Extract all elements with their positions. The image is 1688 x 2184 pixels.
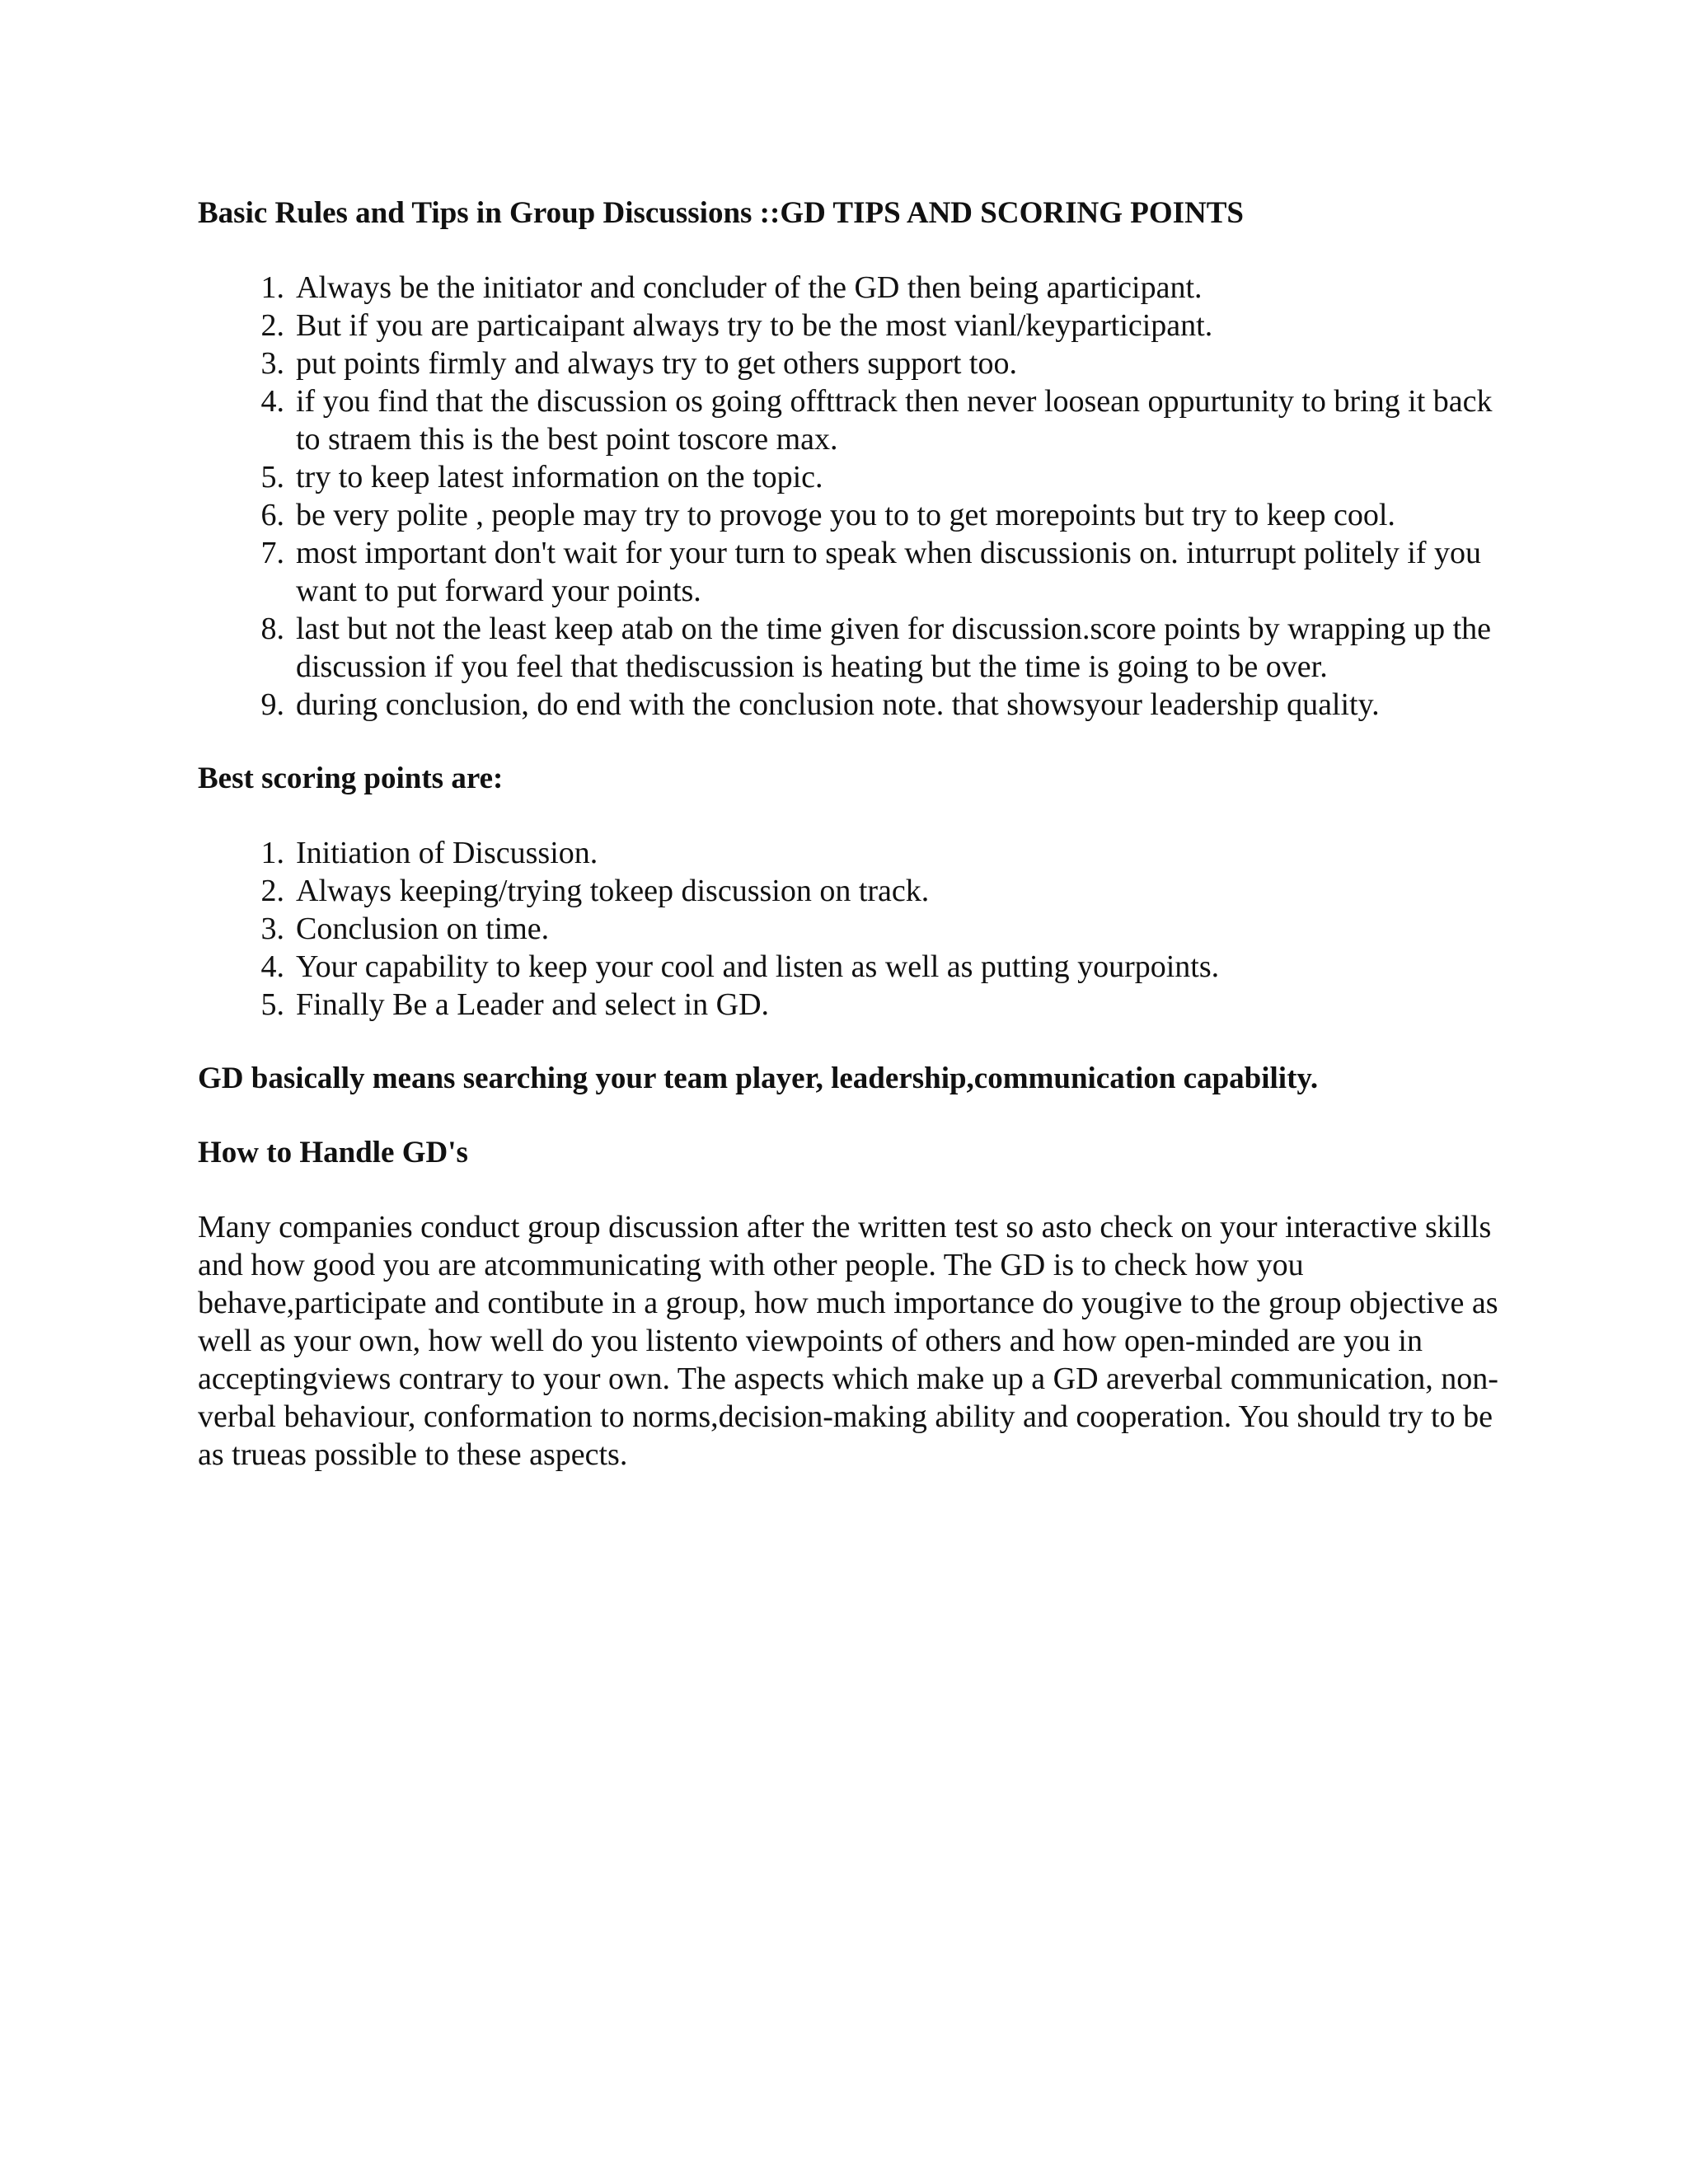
- how-to-handle-heading: How to Handle GD's: [198, 1136, 468, 1169]
- list-number: 3.: [260, 912, 284, 946]
- list-number: 5.: [260, 460, 284, 494]
- document-page: [198, 194, 1517, 1474]
- list-item: [198, 307, 1517, 344]
- list-text: Always keeping/trying tokeep discussion on track.: [296, 874, 930, 908]
- list-text: put points firmly and always try to get others support too.: [296, 346, 1017, 381]
- rules-list: [198, 269, 1517, 724]
- list-item: [198, 986, 1517, 1024]
- list-number: 2.: [260, 874, 284, 908]
- list-number: 8.: [260, 612, 284, 646]
- gd-meaning-heading: GD basically means searching your team player, leadership,communication capability.: [198, 1062, 1319, 1095]
- list-text: most important don't wait for your turn to speak when discussionis on. inturrupt politely if you want to put forward your points.: [296, 536, 1482, 608]
- list-item: [198, 344, 1517, 382]
- list-text: try to keep latest information on the topic.: [296, 460, 823, 494]
- list-text: be very polite , people may try to provoge you to to get morepoints but try to keep cool.: [296, 498, 1395, 532]
- list-item: [198, 834, 1517, 872]
- list-item: [198, 269, 1517, 307]
- list-text: Initiation of Discussion.: [296, 836, 598, 870]
- list-text: Always be the initiator and concluder of the GD then being aparticipant.: [296, 270, 1203, 305]
- list-item: [198, 610, 1517, 686]
- list-number: 3.: [260, 346, 284, 381]
- list-item: [198, 872, 1517, 910]
- list-item: [198, 948, 1517, 986]
- best-points-list: [198, 834, 1517, 1024]
- page-title: Basic Rules and Tips in Group Discussions ::GD TIPS AND SCORING POINTS: [198, 196, 1244, 230]
- list-number: 2.: [260, 308, 284, 343]
- list-text: if you find that the discussion os going offttrack then never loosean oppurtunity to bring it back to straem this is the best point toscore max.: [296, 384, 1493, 457]
- list-text: Finally Be a Leader and select in GD.: [296, 987, 770, 1022]
- list-text: last but not the least keep atab on the time given for discussion.score points by wrapping up the discussion if you feel that thediscussion is heating but the time is going to be over.: [296, 612, 1492, 684]
- list-item: [198, 458, 1517, 496]
- list-text: But if you are particaipant always try to be the most vianl/keyparticipant.: [296, 308, 1213, 343]
- list-item: [198, 910, 1517, 948]
- list-number: 5.: [260, 987, 284, 1022]
- list-number: 4.: [260, 949, 284, 984]
- how-to-handle-paragraph: Many companies conduct group discussion after the written test so asto check on your interactive skills and how good you are atcommunicating with other people. The GD is to check how you behave,participate and contibute in a group, how much importance do yougive to the group objective as well as your own, how well do you listento viewpoints of others and how open-minded are you in acceptingviews contrary to your own. The aspects which make up a GD areverbal communication, non-verbal behaviour, conformation to norms,decision-making ability and cooperation. You should try to be as trueas possible to these aspects.: [198, 1210, 1498, 1472]
- list-number: 1.: [260, 836, 284, 870]
- list-number: 4.: [260, 384, 284, 419]
- list-number: 1.: [260, 270, 284, 305]
- list-number: 7.: [260, 536, 284, 570]
- list-number: 6.: [260, 498, 284, 532]
- list-number: 9.: [260, 687, 284, 722]
- list-item: [198, 496, 1517, 534]
- list-text: during conclusion, do end with the conclusion note. that showsyour leadership quality.: [296, 687, 1380, 722]
- list-item: [198, 382, 1517, 458]
- list-text: Your capability to keep your cool and listen as well as putting yourpoints.: [296, 949, 1220, 984]
- list-item: [198, 534, 1517, 610]
- list-text: Conclusion on time.: [296, 912, 550, 946]
- list-item: [198, 686, 1517, 724]
- best-scoring-heading: Best scoring points are:: [198, 762, 504, 795]
